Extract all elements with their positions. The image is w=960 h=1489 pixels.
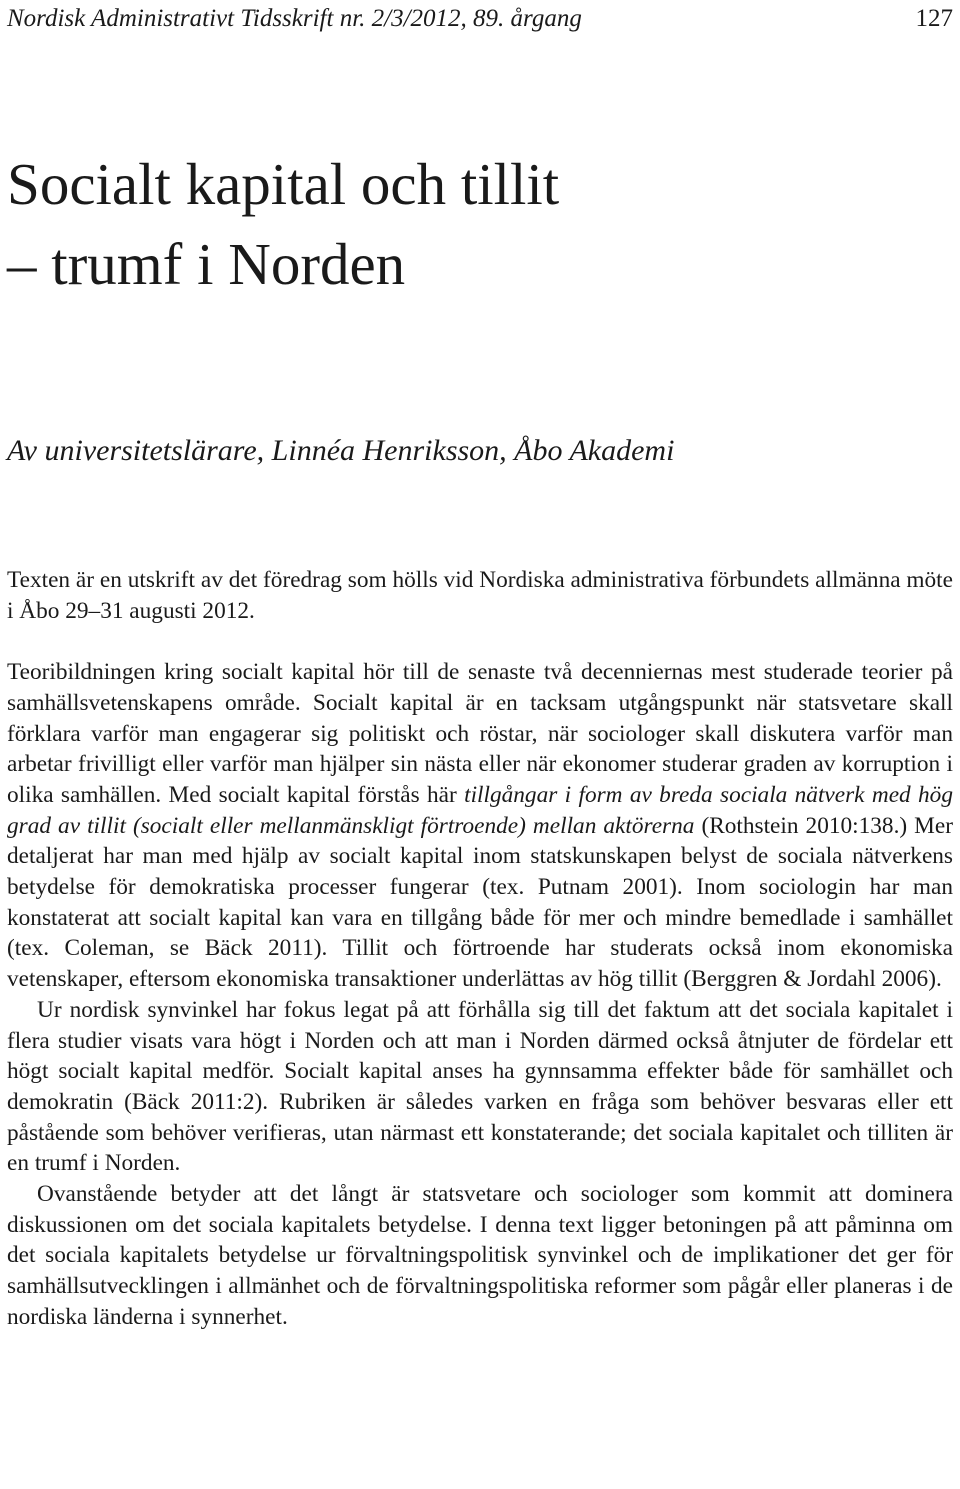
running-header xyxy=(7,4,953,34)
body-paragraph-1 xyxy=(7,657,953,995)
paragraph-1-text-b: (Rothstein 2010:138.) Mer detaljerat har man med hjälp av socialt kapital inom statskunskapen belyst de sociala nätverkens betydelse för demokratiska processer fungerar (tex. Putnam 2001). Inom sociologin har man konstaterat att socialt kapital kan vara en tillgång både för mer och mindre bemedlade i samhället (tex. Coleman, se Bäck 2011). Tillit och förtroende har studerats också inom ekonomiska vetenskaper, eftersom ekonomiska transaktioner underlättas av hög tillit (Berggren & Jordahl 2006). xyxy=(7,812,954,993)
page-number: 127 xyxy=(915,5,953,32)
intro-paragraph: Texten är en utskrift av det föredrag som hölls vid Nordiska administrativa förbundets allmänna möte i Åbo 29–31 augusti 2012. xyxy=(7,567,953,624)
author-byline: Av universitetslärare, Linnéa Henriksson, Åbo Akademi xyxy=(7,434,675,467)
title-line-1: Socialt kapital och tillit xyxy=(7,151,560,217)
article-title xyxy=(7,144,953,304)
journal-name: Nordisk Administrativt Tidsskrift nr. 2/3/2012, 89. årgang xyxy=(7,5,582,32)
body-paragraph-3: Ovanstående betyder att det långt är statsvetare och sociologer som kommit att dominera diskussionen om det sociala kapitalets betydelse. I denna text ligger betoningen på att påminna om det sociala kapitalets betydelse ur förvaltningspolitisk synvinkel och de implikationer det ger för samhällsutvecklingen i allmänhet och de förvaltningspolitiska reformer som pågår eller planeras i de nordiska länderna i synnerhet. xyxy=(7,1181,953,1330)
title-line-2: – trumf i Norden xyxy=(7,231,406,297)
paragraph-1-text-a: Teoribildningen kring socialt kapital hör till de senaste två decenniernas mest studerade teorier på samhällsvetenskapens område. Socialt kapital är en tacksam utgångspunkt när statsvetare skall förklara varför man engagerar sig politiskt och röstar, när sociologer skall diskutera varför man arbetar frivilligt eller varför man hjälper sin nästa eller när ekonomer studerar graden av korruption i olika samhällen. Med socialt kapital förstås här xyxy=(7,659,953,808)
definition-emphasis: tillgångar i form av breda sociala nätverk med hög grad av tillit (socialt eller mellanmänskligt förtroende) mellan aktörerna xyxy=(7,781,953,839)
article-body xyxy=(7,565,953,1333)
body-paragraph-2: Ur nordisk synvinkel har fokus legat på att förhålla sig till det faktum att det sociala kapitalet i flera studier visats vara högt i Norden och att man i Norden därmed också åtnjuter de fördelar ett högt socialt kapital medför. Socialt kapital anses ha gynnsamma effekter både för samhället och demokratin (Bäck 2011:2). Rubriken är således varken en fråga som behöver besvaras eller ett påstående som behöver verifieras, utan närmast ett konstaterande; det sociala kapitalet och tilliten är en trumf i Norden. xyxy=(7,996,953,1177)
